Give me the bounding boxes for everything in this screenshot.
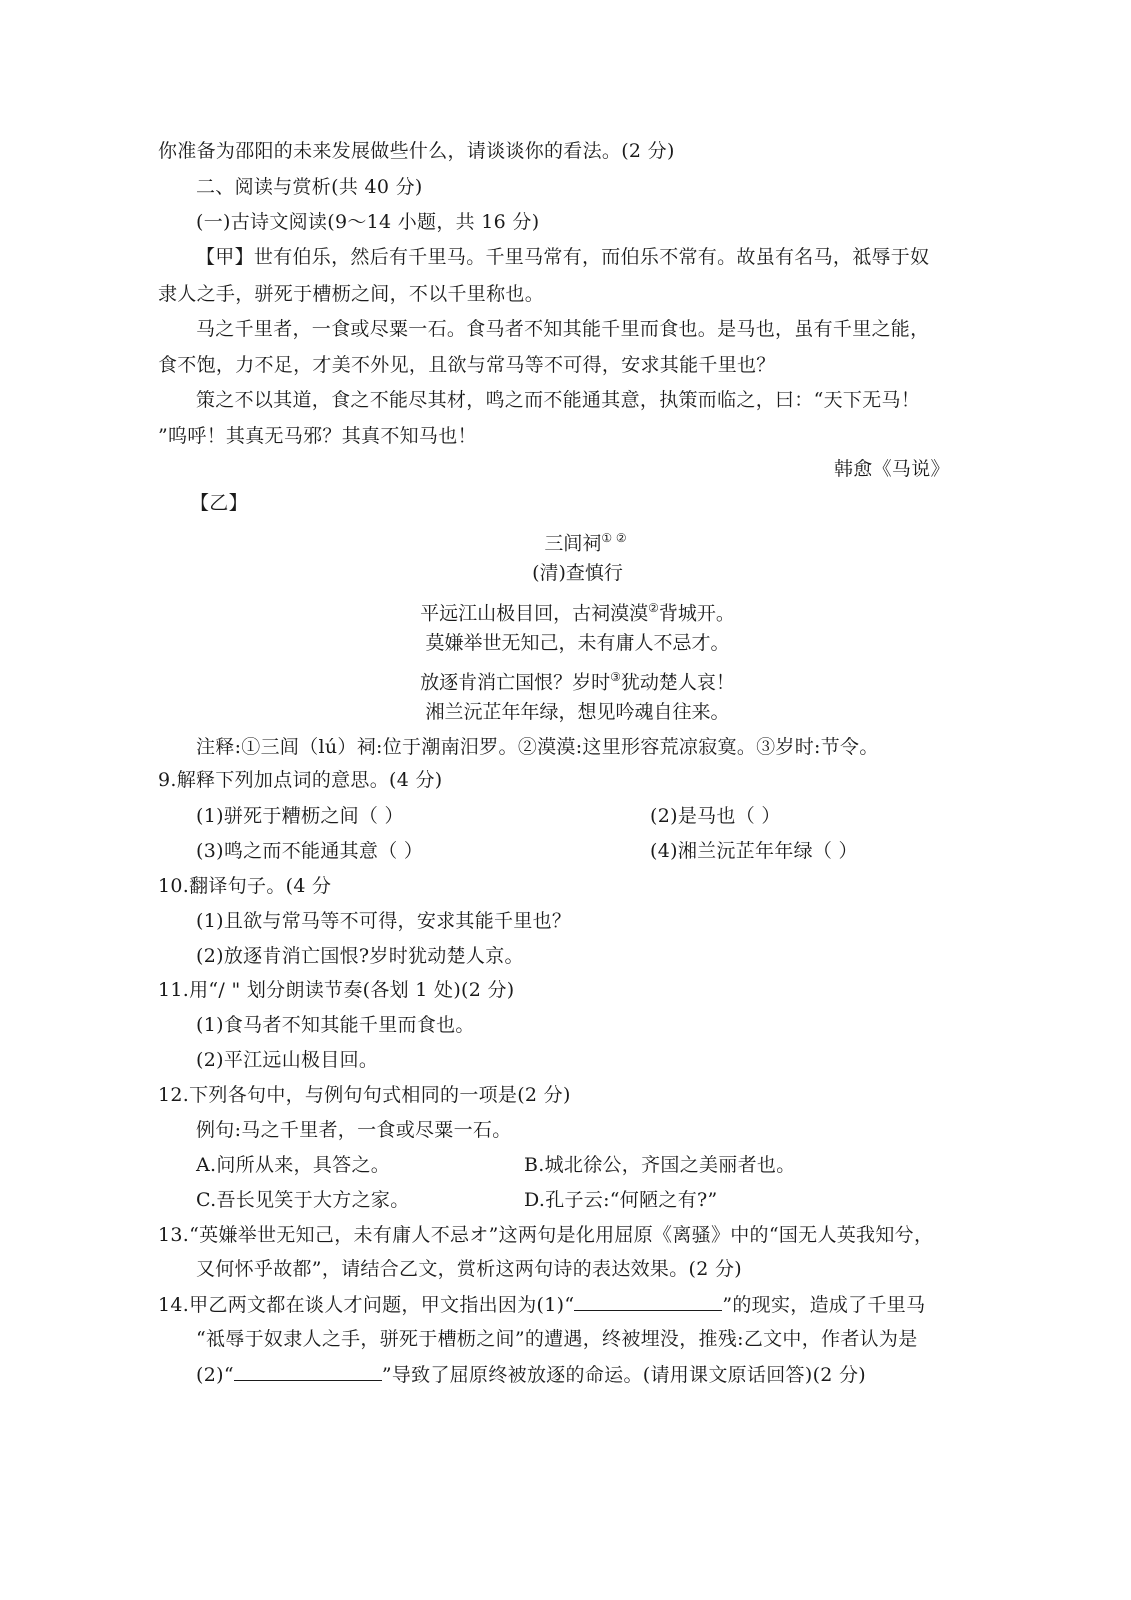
poem-author: (清)查慎行 (532, 562, 623, 584)
q11-item-2: (2)平江远山极目回。 (196, 1049, 379, 1071)
q14-line3-end: ”导致了屈原终被放逐的命运。(请用课文原话回答)(2 分) (381, 1364, 867, 1386)
q12-option-b: B.城北徐公，齐国之美丽者也。 (524, 1154, 796, 1176)
q12-option-d: D.孔子云:“何陋之有?” (524, 1189, 718, 1211)
jia-p2-line1: 马之千里者，一食或尽粟一石。食马者不知其能千里而食也。是马也，虽有千里之能， (196, 318, 930, 340)
q10-item-1: (1)且欲与常马等不可得，安求其能千里也？ (196, 910, 572, 932)
yi-label: 【乙】 (190, 492, 248, 514)
q9-item-1: (1)骈死于糟枥之间（ ） (196, 805, 404, 827)
q14-line1-end: ”的现实，造成了千里马 (722, 1294, 926, 1316)
poem-notes: 注释:①三闾（lú）祠:位于潮南汨罗。②漠漠:这里形容荒凉寂寞。③岁时:节令。 (196, 736, 879, 758)
section-two-heading: 二、阅读与赏析(共 40 分) (196, 176, 423, 198)
q14-line1 (158, 1292, 925, 1317)
poem-line-text: 平远江山极目回，古祠漠漠 (420, 602, 649, 625)
poem-line (12, 631, 1131, 655)
poem-title-marks: ① ② (601, 531, 627, 545)
jia-p3-line1: 策之不以其道，食之不能尽其材，鸣之而不能通其意，执策而临之，曰：“天下无马！ (196, 389, 921, 411)
q14-line3-start: (2)“ (196, 1364, 234, 1386)
q12-option-a: A.问所从来，具答之。 (196, 1154, 391, 1176)
q11-item-1: (1)食马者不知其能千里而食也。 (196, 1014, 475, 1036)
q9-item-4: (4)湘兰沅芷年年绿（ ） (650, 840, 858, 862)
jia-p1-line1: 【甲】世有伯乐，然后有千里马。千里马常有，而伯乐不常有。故虽有名马，祗辱于奴 (196, 246, 930, 268)
q14-line3 (196, 1362, 866, 1387)
jia-source: 韩愈《马说》 (834, 458, 950, 480)
jia-p2-line2: 食不饱，力不足，才美不外见，且欲与常马等不可得，安求其能千里也？ (158, 354, 776, 376)
q12-option-c: C.吾长见笑于大方之家。 (196, 1189, 410, 1211)
q13-line2: 又何怀乎故都”，请结合乙文，赏析这两句诗的表达效果。(2 分) (196, 1258, 742, 1280)
answer-blank-1[interactable] (574, 1292, 722, 1311)
poem-note-mark: ② (648, 601, 659, 615)
poem-line-text: 放逐肯消亡国恨？岁时 (420, 671, 611, 694)
q11-stem: 11.用“/ " 划分朗读节奏(各划 1 处)(2 分) (158, 979, 515, 1001)
q9-item-3: (3)鸣之而不能通其意（ ） (196, 840, 424, 862)
poem-note-mark: ③ (610, 670, 621, 684)
poem-line (12, 596, 1131, 625)
poem-title (20, 526, 1131, 555)
poem-line (12, 665, 1131, 694)
q14-line2: “祗辱于奴隶人之手，骈死于槽枥之间”的遭遇，终被埋没，推残:乙文中，作者认为是 (196, 1328, 918, 1350)
q9-item-2: (2)是马也（ ） (650, 805, 781, 827)
q13-line1: 13.“英嫌举世无知己，未有庸人不忌オ”这两句是化用屈原《离骚》中的“国无人英我知兮， (158, 1224, 934, 1246)
jia-p3-line2: ”呜呼！其真无马邪？其真不知马也！ (158, 425, 477, 447)
poem-title-text: 三闾祠 (544, 532, 602, 555)
q12-stem: 12.下列各句中，与例句句式相同的一项是(2 分) (158, 1084, 571, 1106)
answer-blank-2[interactable] (234, 1362, 382, 1381)
q14-line1-start: 14.甲乙两文都在谈人才问题，甲文指出因为(1)“ (158, 1294, 575, 1316)
poem-line-text: 湘兰沅芷年年绿，想见吟魂自往来。 (425, 701, 730, 723)
jia-p1-line2: 隶人之手，骈死于槽枥之间，不以千里称也。 (158, 283, 545, 305)
q10-item-2: (2)放逐肯消亡国恨?岁时犹动楚人京。 (196, 945, 524, 967)
poem-line-text: 莫嫌举世无知己，未有庸人不忌才。 (425, 632, 730, 654)
intro-tail: 你准备为邵阳的未来发展做些什么，请谈谈你的看法。(2 分) (158, 140, 675, 162)
q9-stem: 9.解释下列加点词的意思。(4 分) (158, 769, 443, 791)
poem-line-text: 背城开。 (658, 602, 735, 625)
poem-line (12, 700, 1131, 724)
poem-line-text: 犹动楚人哀！ (620, 671, 735, 694)
q10-stem: 10.翻译句子。(4 分 (158, 875, 332, 897)
subsection-one-heading: (一)古诗文阅读(9～14 小题，共 16 分) (196, 211, 540, 233)
q12-example: 例句:马之千里者，一食或尽粟一石。 (196, 1119, 512, 1141)
